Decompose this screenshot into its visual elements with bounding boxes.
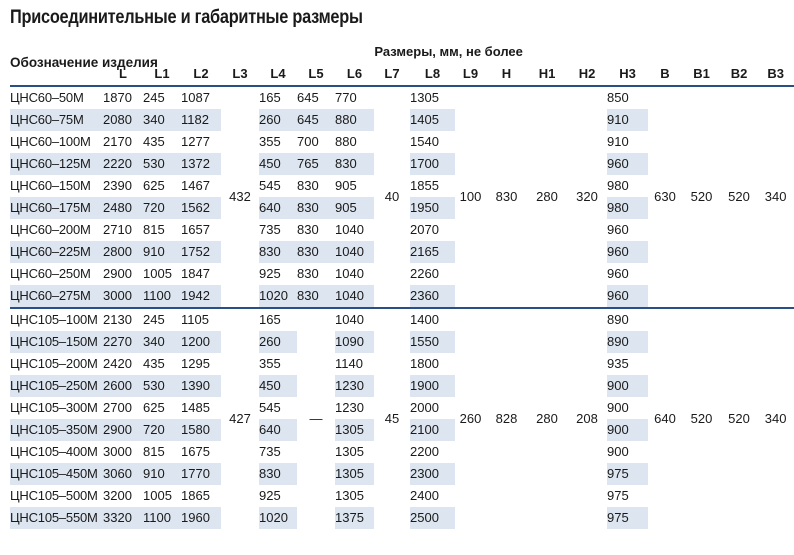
- cell-l6: 1040: [335, 266, 364, 281]
- header-col-l7: L7: [374, 63, 410, 86]
- cell-l6: 1230: [335, 400, 364, 415]
- cell-l: 2080: [103, 109, 143, 131]
- cell-l4: 925: [259, 266, 281, 281]
- cell-l4: 1020: [259, 285, 297, 308]
- model-name: ЦНС60–150М: [10, 178, 91, 193]
- cell-l5: 765: [297, 153, 335, 175]
- cell-l1: 720: [143, 419, 181, 441]
- cell-l1: 245: [143, 308, 181, 331]
- cell-l2: 1960: [181, 507, 221, 529]
- cell-l1: 910: [143, 241, 181, 263]
- model-name: ЦНС60–75М: [10, 109, 103, 131]
- cell-l: 3060: [103, 463, 143, 485]
- cell-b2-shared: 520: [721, 86, 757, 308]
- cell-l2: 1390: [181, 375, 221, 397]
- header-col-l4: L4: [259, 63, 297, 86]
- cell-l4: 830: [259, 241, 297, 263]
- cell-l4: 260: [259, 331, 297, 353]
- cell-l5: 830: [297, 197, 335, 219]
- cell-l8: 1400: [410, 308, 455, 331]
- model-name: ЦНС60–275М: [10, 285, 103, 308]
- cell-l6: 1040: [335, 285, 374, 308]
- cell-l6: 1140: [335, 356, 363, 371]
- cell-l2: 1200: [181, 331, 221, 353]
- header-col-h: H: [486, 63, 527, 86]
- table-row: [10, 86, 794, 109]
- model-name: ЦНС60–200М: [10, 222, 91, 237]
- cell-l: 3000: [103, 444, 132, 459]
- cell-b3-shared: 340: [757, 308, 794, 529]
- cell-l2: 1182: [181, 109, 221, 131]
- header-col-b: B: [648, 63, 682, 86]
- cell-l6: 1305: [335, 419, 374, 441]
- model-name: ЦНС105–150М: [10, 331, 103, 353]
- cell-l6: 1305: [335, 463, 374, 485]
- header-col-h1: H1: [527, 63, 567, 86]
- cell-h-shared: 830: [486, 86, 527, 308]
- cell-l: 2170: [103, 134, 132, 149]
- cell-l: 2130: [103, 308, 143, 331]
- cell-l: 2220: [103, 153, 143, 175]
- cell-l: 2700: [103, 400, 132, 415]
- cell-l: 2900: [103, 419, 143, 441]
- cell-l6: 1305: [335, 444, 364, 459]
- cell-h3: 960: [607, 153, 648, 175]
- cell-l3-shared: 432: [221, 86, 259, 308]
- cell-l9-shared: 100: [455, 86, 486, 308]
- cell-h3: 900: [607, 419, 648, 441]
- cell-l: 2900: [103, 266, 132, 281]
- cell-l8: 1700: [410, 153, 455, 175]
- cell-l8: 1405: [410, 109, 455, 131]
- cell-l4: 165: [259, 308, 297, 331]
- cell-h3: 910: [607, 134, 629, 149]
- cell-l1: 625: [143, 178, 165, 193]
- cell-l1: 625: [143, 400, 165, 415]
- cell-l4: 925: [259, 488, 281, 503]
- cell-l: 1870: [103, 86, 143, 109]
- header-col-b3: B3: [757, 63, 794, 86]
- cell-h3: 975: [607, 507, 648, 529]
- cell-l4: 260: [259, 109, 297, 131]
- cell-l2: 1847: [181, 266, 210, 281]
- cell-l1: 340: [143, 331, 181, 353]
- cell-l9-shared: 260: [455, 308, 486, 529]
- cell-l1: 1100: [143, 285, 181, 308]
- cell-l6: 1230: [335, 375, 374, 397]
- header-col-l9: L9: [455, 63, 486, 86]
- model-name: ЦНС60–225М: [10, 241, 103, 263]
- cell-h3: 975: [607, 463, 648, 485]
- cell-l: 3000: [103, 285, 143, 308]
- cell-l2: 1277: [181, 134, 210, 149]
- cell-l5: 830: [297, 285, 335, 308]
- cell-h1-shared: 280: [527, 308, 567, 529]
- cell-l6: 1375: [335, 507, 374, 529]
- model-name: ЦНС105–400М: [10, 444, 98, 459]
- model-name: ЦНС60–100М: [10, 134, 91, 149]
- cell-l6: 1040: [335, 241, 374, 263]
- table-row: [10, 308, 794, 331]
- group-cns60: [10, 86, 794, 308]
- cell-l8: 1800: [410, 356, 439, 371]
- cell-l8: 2300: [410, 463, 455, 485]
- cell-h3: 935: [607, 356, 629, 371]
- model-name: ЦНС105–250М: [10, 375, 103, 397]
- cell-b-shared: 640: [648, 308, 682, 529]
- cell-l7-shared: 45: [374, 308, 410, 529]
- cell-l1: 530: [143, 375, 181, 397]
- cell-h3: 900: [607, 444, 629, 459]
- page-title: Присоединительные и габаритные размеры: [10, 7, 363, 28]
- header-col-l: L: [103, 63, 143, 86]
- model-name: ЦНС105–450М: [10, 463, 103, 485]
- cell-l4: 735: [259, 222, 281, 237]
- header-col-l6: L6: [335, 63, 374, 86]
- cell-l8: 2360: [410, 285, 455, 308]
- cell-l1: 1100: [143, 507, 181, 529]
- cell-l2: 1105: [181, 308, 221, 331]
- cell-l8: 1305: [410, 86, 455, 109]
- model-name: ЦНС60–175М: [10, 197, 103, 219]
- cell-l6: 880: [335, 109, 374, 131]
- model-name: ЦНС105–350М: [10, 419, 103, 441]
- cell-h3: 890: [607, 308, 648, 331]
- cell-l2: 1372: [181, 153, 221, 175]
- cell-l: 2480: [103, 197, 143, 219]
- model-name: ЦНС60–125М: [10, 153, 103, 175]
- cell-l5: 830: [297, 222, 319, 237]
- cell-l1: 530: [143, 153, 181, 175]
- cell-b3-shared: 340: [757, 86, 794, 308]
- cell-l5: 830: [297, 178, 319, 193]
- cell-l6: 905: [335, 197, 374, 219]
- dimensions-table: [10, 41, 794, 529]
- cell-l: 2800: [103, 241, 143, 263]
- cell-l8: 1950: [410, 197, 455, 219]
- cell-l: 2270: [103, 331, 143, 353]
- cell-l8: 1900: [410, 375, 455, 397]
- cell-h2-shared: 208: [567, 308, 607, 529]
- cell-b2-shared: 520: [721, 308, 757, 529]
- cell-l4: 355: [259, 356, 281, 371]
- cell-h2-shared: 320: [567, 86, 607, 308]
- cell-l2: 1865: [181, 488, 210, 503]
- cell-l6: 905: [335, 178, 357, 193]
- cell-l1: 1005: [143, 266, 172, 281]
- cell-l: 2390: [103, 178, 132, 193]
- cell-h3: 960: [607, 285, 648, 308]
- cell-l4: 640: [259, 197, 297, 219]
- header-col-l1: L1: [143, 63, 181, 86]
- cell-l1: 340: [143, 109, 181, 131]
- cell-l5: 645: [297, 86, 335, 109]
- cell-h3: 980: [607, 178, 629, 193]
- model-name: ЦНС60–50М: [10, 86, 103, 109]
- cell-l2: 1752: [181, 241, 221, 263]
- cell-l2: 1580: [181, 419, 221, 441]
- cell-l8: 2260: [410, 266, 439, 281]
- cell-l2: 1485: [181, 400, 210, 415]
- model-name: ЦНС60–250М: [10, 266, 91, 281]
- cell-l7-shared: 40: [374, 86, 410, 308]
- cell-l6: 1040: [335, 308, 374, 331]
- model-name: ЦНС105–100М: [10, 308, 103, 331]
- cell-l2: 1942: [181, 285, 221, 308]
- cell-h-shared: 828: [486, 308, 527, 529]
- model-name: ЦНС105–200М: [10, 356, 98, 371]
- cell-l4: 355: [259, 134, 281, 149]
- cell-l2: 1657: [181, 222, 210, 237]
- header-col-l2: L2: [181, 63, 221, 86]
- cell-b1-shared: 520: [682, 86, 721, 308]
- cell-l3-shared: 427: [221, 308, 259, 529]
- cell-l8: 1855: [410, 178, 439, 193]
- cell-l6: 1090: [335, 331, 374, 353]
- cell-h3: 960: [607, 241, 648, 263]
- cell-l8: 2500: [410, 507, 455, 529]
- cell-h3: 890: [607, 331, 648, 353]
- cell-l4: 1020: [259, 507, 297, 529]
- cell-l1: 720: [143, 197, 181, 219]
- cell-l5: 830: [297, 266, 319, 281]
- group-cns105: [10, 308, 794, 529]
- cell-l8: 2070: [410, 222, 439, 237]
- cell-l: 2710: [103, 222, 132, 237]
- cell-l4: 545: [259, 400, 281, 415]
- cell-l1: 815: [143, 222, 165, 237]
- cell-l1: 815: [143, 444, 165, 459]
- model-name: ЦНС105–500М: [10, 488, 98, 503]
- cell-h3: 900: [607, 400, 629, 415]
- cell-l6: 1040: [335, 222, 364, 237]
- cell-l4: 735: [259, 444, 281, 459]
- cell-l4: 165: [259, 86, 297, 109]
- cell-l6: 1305: [335, 488, 364, 503]
- cell-l1: 1005: [143, 488, 172, 503]
- cell-l6: 830: [335, 153, 374, 175]
- cell-h3: 960: [607, 266, 629, 281]
- cell-l2: 1770: [181, 463, 221, 485]
- cell-l8: 2000: [410, 400, 439, 415]
- cell-l: 2420: [103, 356, 132, 371]
- model-name: ЦНС105–300М: [10, 400, 98, 415]
- cell-l8: 2100: [410, 419, 455, 441]
- cell-h3: 975: [607, 488, 629, 503]
- header-col-l3: L3: [221, 63, 259, 86]
- cell-l4: 830: [259, 463, 297, 485]
- cell-l2: 1087: [181, 86, 221, 109]
- header-dims-caption: Размеры, мм, не более: [374, 44, 523, 59]
- cell-h3: 960: [607, 222, 629, 237]
- model-name: ЦНС105–550М: [10, 507, 103, 529]
- cell-l4: 450: [259, 153, 297, 175]
- cell-l1: 435: [143, 356, 165, 371]
- cell-h3: 980: [607, 197, 648, 219]
- cell-l5: 645: [297, 109, 335, 131]
- cell-l5: 830: [297, 241, 335, 263]
- cell-l8: 2400: [410, 488, 439, 503]
- cell-l4: 545: [259, 178, 281, 193]
- cell-h3: 850: [607, 86, 648, 109]
- cell-l: 3320: [103, 507, 143, 529]
- cell-l2: 1675: [181, 444, 210, 459]
- cell-b1-shared: 520: [682, 308, 721, 529]
- cell-l2: 1295: [181, 356, 210, 371]
- cell-l1: 435: [143, 134, 165, 149]
- header-col-h2: H2: [567, 63, 607, 86]
- header-col-l5: L5: [297, 63, 335, 86]
- cell-l5: 700: [297, 134, 319, 149]
- cell-l1: 245: [143, 86, 181, 109]
- cell-l5-shared: —: [297, 308, 335, 529]
- cell-l: 3200: [103, 488, 132, 503]
- cell-l2: 1467: [181, 178, 210, 193]
- cell-l8: 1550: [410, 331, 455, 353]
- cell-l1: 910: [143, 463, 181, 485]
- cell-h1-shared: 280: [527, 86, 567, 308]
- header-col-h3: H3: [607, 63, 648, 86]
- cell-l2: 1562: [181, 197, 221, 219]
- cell-l6: 880: [335, 134, 357, 149]
- cell-l4: 640: [259, 419, 297, 441]
- cell-l: 2600: [103, 375, 143, 397]
- cell-l6: 770: [335, 86, 374, 109]
- cell-l8: 1540: [410, 134, 439, 149]
- cell-l8: 2200: [410, 444, 439, 459]
- cell-h3: 900: [607, 375, 648, 397]
- header-designation: Обозначение изделия: [10, 55, 158, 70]
- header-col-b2: B2: [721, 63, 757, 86]
- cell-l8: 2165: [410, 241, 455, 263]
- cell-h3: 910: [607, 109, 648, 131]
- header-col-l8: L8: [410, 63, 455, 86]
- header-col-b1: B1: [682, 63, 721, 86]
- cell-b-shared: 630: [648, 86, 682, 308]
- cell-l4: 450: [259, 375, 297, 397]
